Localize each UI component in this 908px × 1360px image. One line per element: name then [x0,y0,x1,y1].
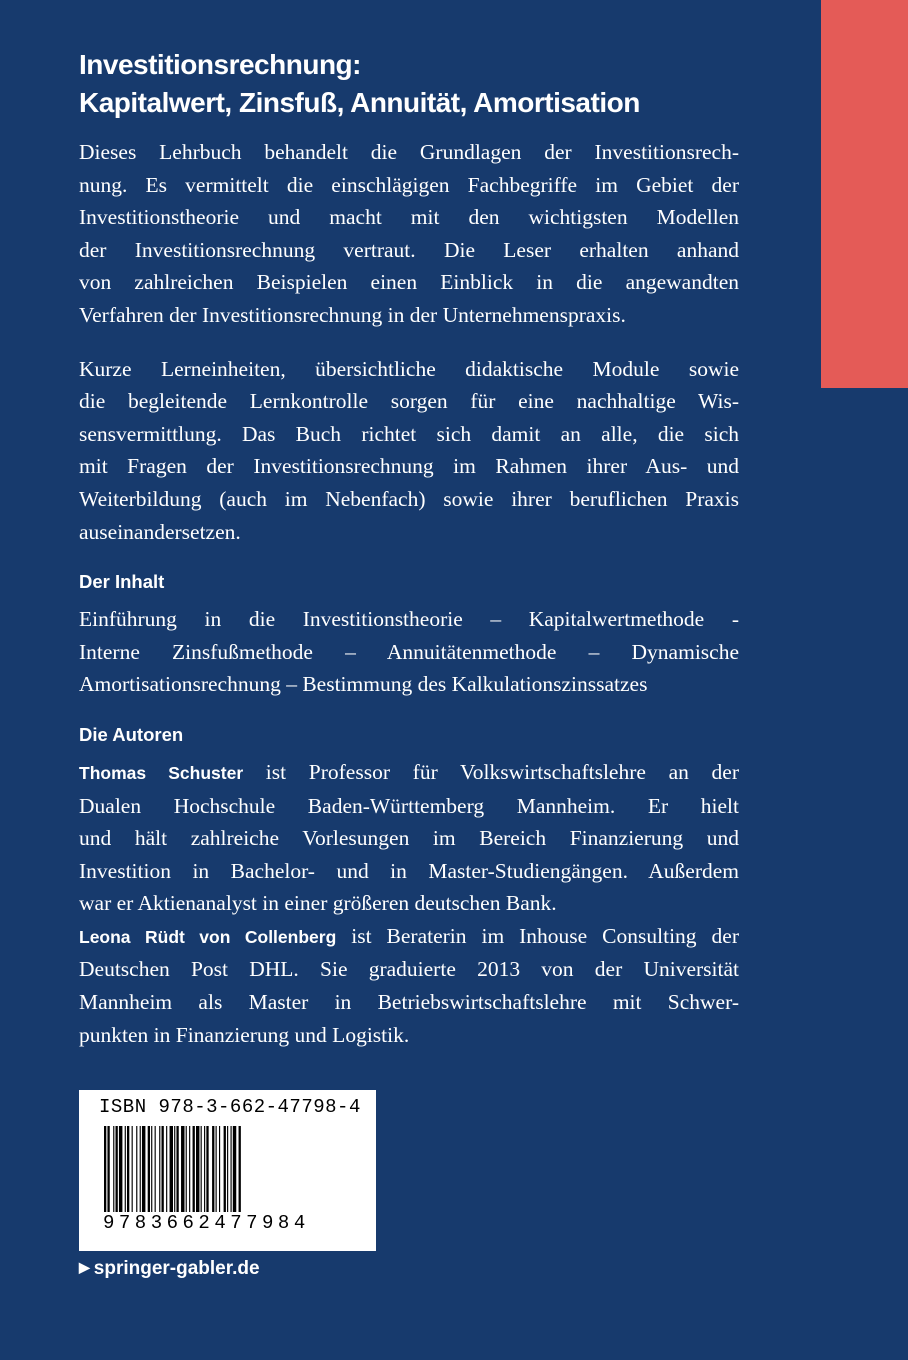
barcode-bar [107,1126,109,1224]
text-line: Amortisationsrechnung – Bestimmung des Kalkulationszinssatzes [79,672,648,697]
text-line: auseinandersetzen. [79,519,241,544]
barcode-bar [140,1126,141,1224]
barcode-bar [181,1126,184,1224]
barcode-bar [227,1126,228,1224]
author-name: Leona Rüdt von Collenberg [79,926,337,947]
barcode-bar [166,1126,167,1224]
text-line: Investitionstheorie und macht mit den wichtigsten Modellen [79,205,739,230]
text-fragment: ist Professor für Volkswirtschaftslehre an der [243,759,739,784]
text-line: die begleitende Lernkontrolle sorgen für eine nachhaltige Wis- [79,389,739,414]
barcode-bar [196,1126,199,1224]
barcode-bar [104,1126,106,1224]
barcode-bar [193,1126,195,1224]
text-line: sensvermittlung. Das Buch richtet sich damit an alle, die sich [79,421,739,446]
barcode-bar [204,1126,205,1224]
author-bio-ruedt [79,920,739,1051]
barcode-bar [151,1126,152,1224]
text-line: Kurze Lerneinheiten, übersichtliche didaktische Module sowie [79,356,739,381]
barcode-bar [155,1126,156,1224]
text-line: nung. Es vermittelt die einschlägigen Fachbegriffe im Gebiet der [79,172,739,197]
title-line-1: Investitionsrechnung: [79,49,361,80]
contents-heading: Der Inhalt [79,571,165,593]
barcode-bar [142,1126,145,1224]
barcode-bar [176,1126,178,1224]
isbn-barcode [79,1090,376,1251]
isbn-text: ISBN 978-3-662-47798-4 [99,1096,361,1118]
text-line: war er Aktienanalyst in einer größeren deutschen Bank. [79,891,557,916]
text-line: Weiterbildung (auch im Nebenfach) sowie ihrer beruflichen Praxis [79,486,739,511]
publisher-link[interactable] [79,1258,260,1280]
audience-paragraph [79,353,739,549]
barcode-bar [201,1126,202,1224]
text-line: Deutschen Post DHL. Sie graduierte 2013 von der Universität [79,957,739,982]
barcode-bar [186,1126,187,1224]
text-line: von zahlreichen Beispielen einen Einblick in die angewandten [79,270,739,295]
barcode-bar [113,1126,114,1224]
barcode-bar [239,1126,241,1224]
barcode-bar [170,1126,173,1224]
barcode-bar [162,1126,164,1224]
text-line: Mannheim als Master in Betriebswirtschaftslehre mit Schwer- [79,990,739,1015]
author-name: Thomas Schuster [79,762,244,783]
text-line: Verfahren der Investitionsrechnung in der Unternehmenspraxis. [79,302,626,327]
text-line: Dualen Hochschule Baden-Württemberg Mannheim. Er hielt [79,793,739,818]
barcode-bar [206,1126,208,1224]
text-line: Investition in Bachelor- und in Master-Studiengängen. Außerdem [79,858,739,883]
authors-section [79,722,739,1051]
barcode-bar [148,1126,150,1224]
accent-bar [821,0,908,388]
play-arrow-icon: ▶ [79,1259,90,1275]
book-title [79,46,739,122]
barcode-bar [216,1126,217,1224]
text-line: und hält zahlreiche Vorlesungen im Bereich Finanzierung und [79,826,739,851]
text-line: Interne Zinsfußmethode – Annuitätenmethode – Dynamische [79,639,739,664]
barcode-bar [219,1126,220,1224]
barcode-bars [104,1126,354,1224]
barcode-bar [136,1126,137,1224]
barcode-bar [212,1126,214,1224]
author-bio-schuster [79,756,739,920]
barcode-bar [189,1126,190,1224]
text-line: Einführung in die Investitionstheorie – Kapitalwertmethode - [79,607,739,632]
text-line [79,756,739,790]
intro-paragraph [79,136,739,332]
publisher-url: springer-gabler.de [93,1258,260,1279]
text-line: mit Fragen der Investitionsrechnung im Rahmen ihrer Aus- und [79,454,739,479]
back-cover-text [79,46,739,1051]
text-fragment: ist Beraterin im Inhouse Consulting der [336,923,739,948]
barcode-bar [119,1126,122,1224]
contents-paragraph [79,603,739,701]
barcode-bar [127,1126,129,1224]
text-line: der Investitionsrechnung vertraut. Die Leser erhalten anhand [79,237,739,262]
barcode-bar [231,1126,232,1224]
barcode-bar [233,1126,236,1224]
text-line [79,920,739,954]
text-line: Dieses Lehrbuch behandelt die Grundlagen der Investitionsrech- [79,140,739,164]
barcode-bar [159,1126,160,1224]
text-line: punkten in Finanzierung und Logistik. [79,1022,410,1047]
barcode-bar [116,1126,118,1224]
barcode-bar [174,1126,175,1224]
title-line-2: Kapitalwert, Zinsfuß, Annuität, Amortisation [79,87,640,118]
barcode-bar [125,1126,126,1224]
barcode-bar [224,1126,226,1224]
authors-heading: Die Autoren [79,723,184,745]
barcode-bar [132,1126,133,1224]
ean-digits: 9783662477984 [103,1212,310,1234]
